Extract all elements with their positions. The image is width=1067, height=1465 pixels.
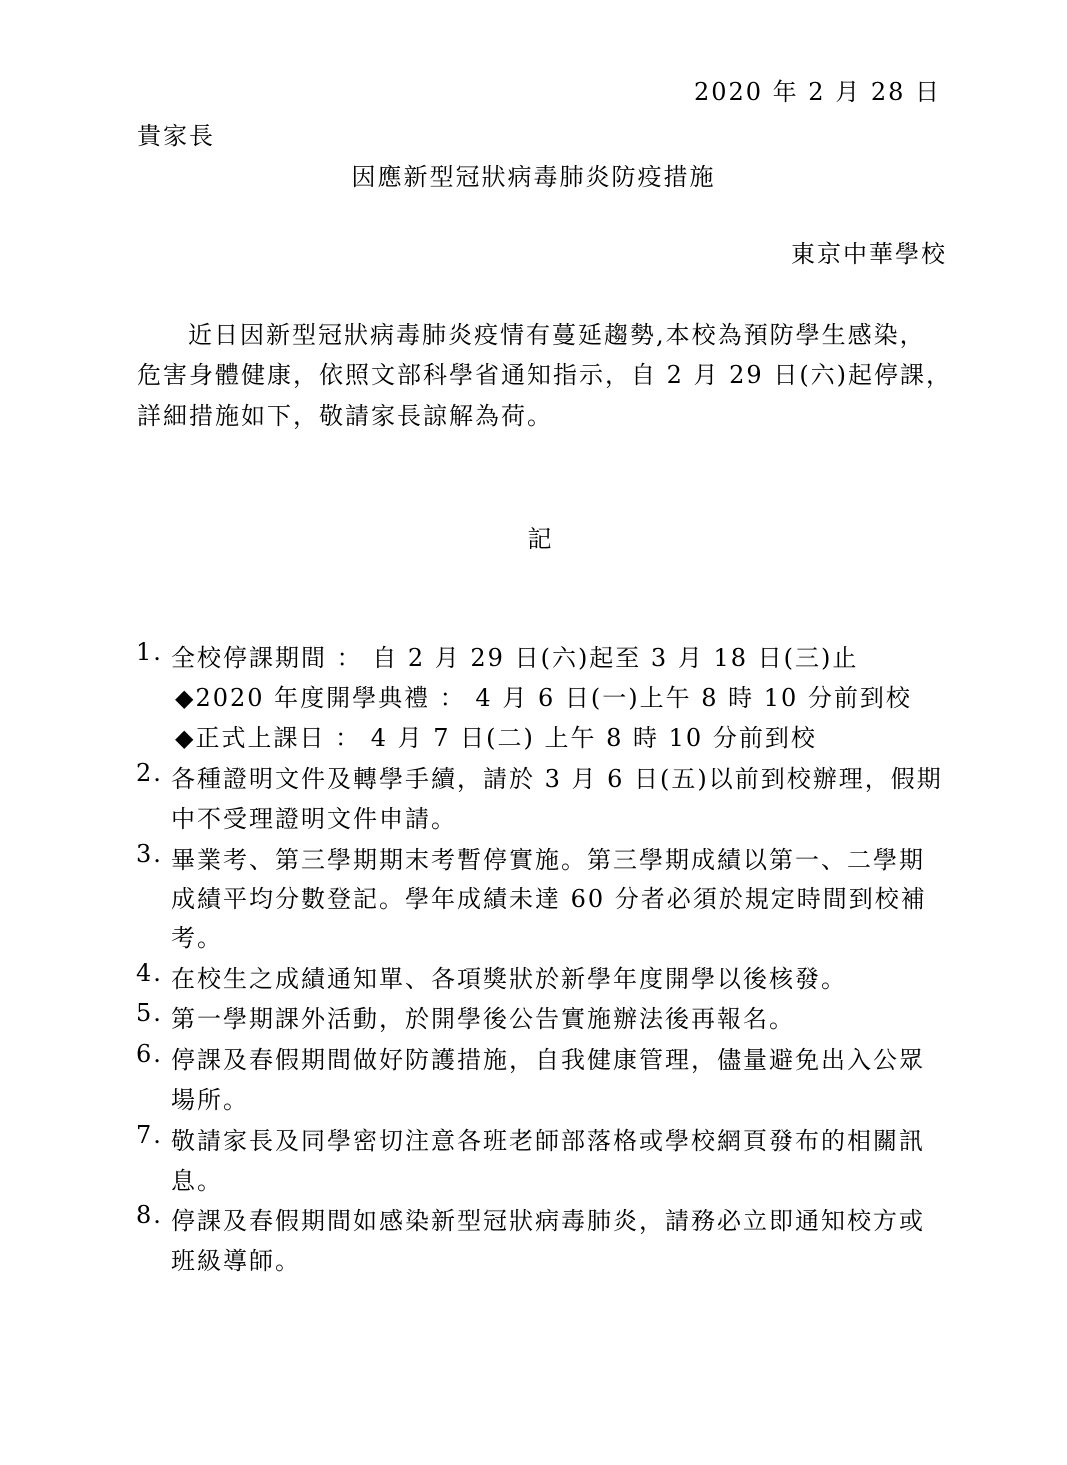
item-number: 5. [136,999,163,1027]
item-number: 4. [136,959,163,987]
intro-line: 詳細措施如下，敬請家長諒解為荷。 [137,402,553,430]
diamond-bullet-icon: ◆ [175,724,196,752]
salutation: 貴家長 [137,122,215,150]
item-line: 中不受理證明文件申請。 [171,805,457,833]
sub-item-text: 正式上課日 ： 4 月 7 日(二) 上午 8 時 10 分前到校 [195,724,817,752]
item-number: 7. [136,1121,163,1149]
item-line: 在校生之成績通知單、各項獎狀於新學年度開學以後核發。 [171,965,847,993]
diamond-bullet-icon: ◆ [175,684,196,712]
item-number: 1. [136,638,163,666]
item-number: 6. [136,1040,163,1068]
item-number: 3. [136,840,163,868]
item-line: 停課及春假期間如感染新型冠狀病毒肺炎，請務必立即通知校方或 [171,1207,925,1235]
document-title: 因應新型冠狀病毒肺炎防疫措施 [351,163,716,191]
item-line: 成績平均分數登記。學年成績未達 60 分者必須於規定時間到校補 [171,885,927,913]
item-line: 考。 [171,924,223,952]
item-line: 停課及春假期間做好防護措施，自我健康管理，儘量避免出入公眾 [171,1046,925,1074]
item-line: 第一學期課外活動，於開學後公告實施辦法後再報名。 [171,1005,795,1033]
item-line: 場所。 [171,1086,249,1114]
item-line: 敬請家長及同學密切注意各班老師部落格或學校網頁發布的相關訊 [171,1127,925,1155]
letter-date: 2020 年 2 月 28 日 [693,78,941,106]
item-line: 息。 [171,1167,223,1195]
sub-item-text: 2020 年度開學典禮 ： 4 月 6 日(一)上午 8 時 10 分前到校 [195,684,912,712]
section-label: 記 [527,525,554,553]
item-line: 畢業考、第三學期期末考暫停實施。第三學期成績以第一、二學期 [171,846,925,874]
intro-line: 近日因新型冠狀病毒肺炎疫情有蔓延趨勢,本校為預防學生感染， [188,321,926,349]
item-line: 各種證明文件及轉學手續，請於 3 月 6 日(五)以前到校辦理，假期 [171,765,943,793]
item-number: 2. [136,759,163,787]
item-line: 全校停課期間 ： 自 2 月 29 日(六)起至 3 月 18 日(三)止 [171,644,859,672]
item-number: 8. [136,1201,163,1229]
sub-item [175,718,817,753]
intro-line: 危害身體健康，依照文部科學省通知指示，自 2 月 29 日(六)起停課， [137,361,953,389]
item-line: 班級導師。 [171,1247,301,1275]
sub-item [175,678,912,713]
school-name: 東京中華學校 [791,240,947,268]
